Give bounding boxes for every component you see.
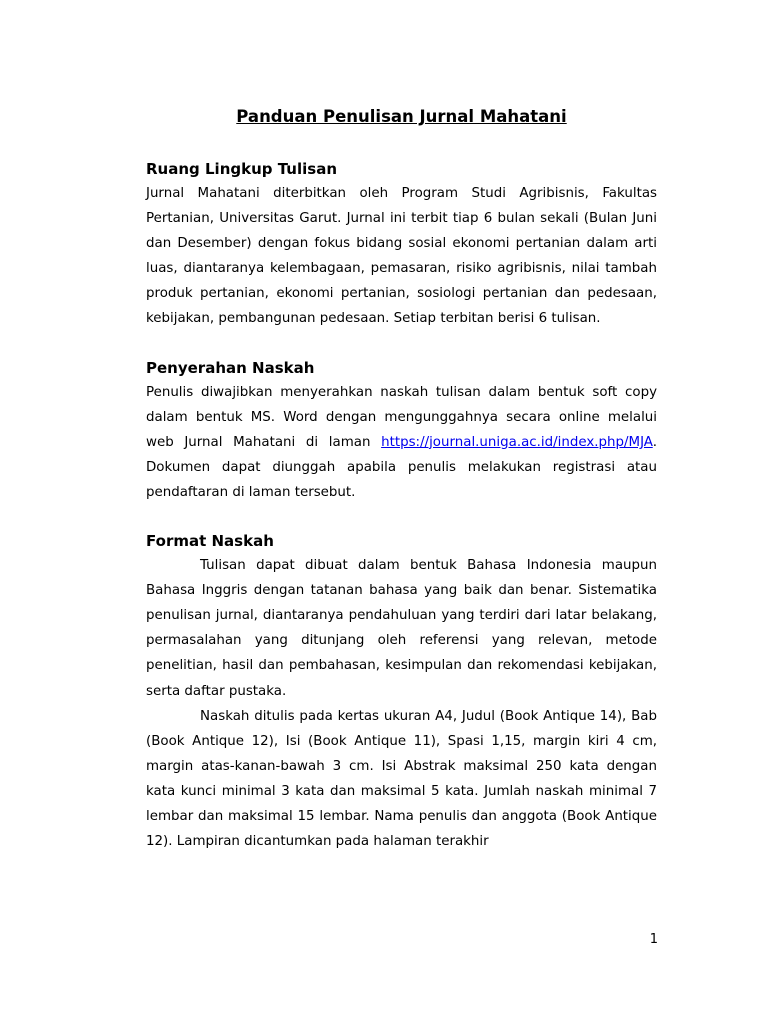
- paragraph-format-naskah-2: Naskah ditulis pada kertas ukuran A4, Judul (Book Antique 14), Bab (Book Antique 12), Isi (Book Antique 11), Spasi 1,15, margin kiri 4 cm, margin atas-kanan-bawah 3 cm. Isi Abstrak maksimal 250 kata dengan kata kunci minimal 3 kata dan maksimal 5 kata. Jumlah naskah minimal 7 lembar dan maksimal 15 lembar. Nama penulis dan anggota (Book Antique 12). Lampiran dicantumkan pada halaman terakhir: [146, 708, 657, 850]
- journal-url-link[interactable]: https://journal.uniga.ac.id/index.php/MJA: [381, 434, 653, 450]
- section-heading-ruang-lingkup: Ruang Lingkup Tulisan: [146, 160, 337, 178]
- section-spacer: [146, 505, 657, 529]
- paragraph-format-naskah-1: Tulisan dapat dibuat dalam bentuk Bahasa Indonesia maupun Bahasa Inggris dengan tatanan bahasa yang baik dan benar. Sistematika penulisan jurnal, diantaranya pendahuluan yang terdiri dari latar belakang, permasalahan yang ditunjang oleh referensi yang relevan, metode penelitian, hasil dan pembahasan, kesimpulan dan rekomendasi kebijakan, serta daftar pustaka.: [146, 558, 657, 699]
- document-title: Panduan Penulisan Jurnal Mahatani: [236, 107, 567, 126]
- section-spacer: [146, 332, 657, 356]
- paragraph-ruang-lingkup: Jurnal Mahatani diterbitkan oleh Program Studi Agribisnis, Fakultas Pertanian, Universitas Garut. Jurnal ini terbit tiap 6 bulan sekali (Bulan Juni dan Desember) dengan fokus bidang sosial ekonomi pertanian dalam arti luas, diantaranya kelembagaan, pemasaran, risiko agribisnis, nilai tambah produk pertanian, ekonomi pertanian, sosiologi pertanian dan pedesaan, kebijakan, pembangunan pedesaan. Setiap terbitan berisi 6 tulisan.: [146, 186, 657, 327]
- section-heading-format-naskah: Format Naskah: [146, 532, 274, 551]
- paragraph-penyerahan-naskah: [146, 380, 657, 505]
- document-body: [146, 104, 657, 854]
- section-heading-penyerahan-naskah: Penyerahan Naskah: [146, 358, 315, 377]
- paragraph-text-before-link: Penulis diwajibkan menyerahkan naskah tulisan dalam bentuk soft copy dalam bentuk MS. Word dengan mengunggahnya secara online melalui web Jurnal Mahatani di laman: [146, 384, 657, 450]
- paragraph-text-after-link: . Dokumen dapat diunggah apabila penulis melakukan registrasi atau pendaftaran di laman tersebut.: [146, 434, 657, 500]
- page-number: 1: [649, 932, 658, 947]
